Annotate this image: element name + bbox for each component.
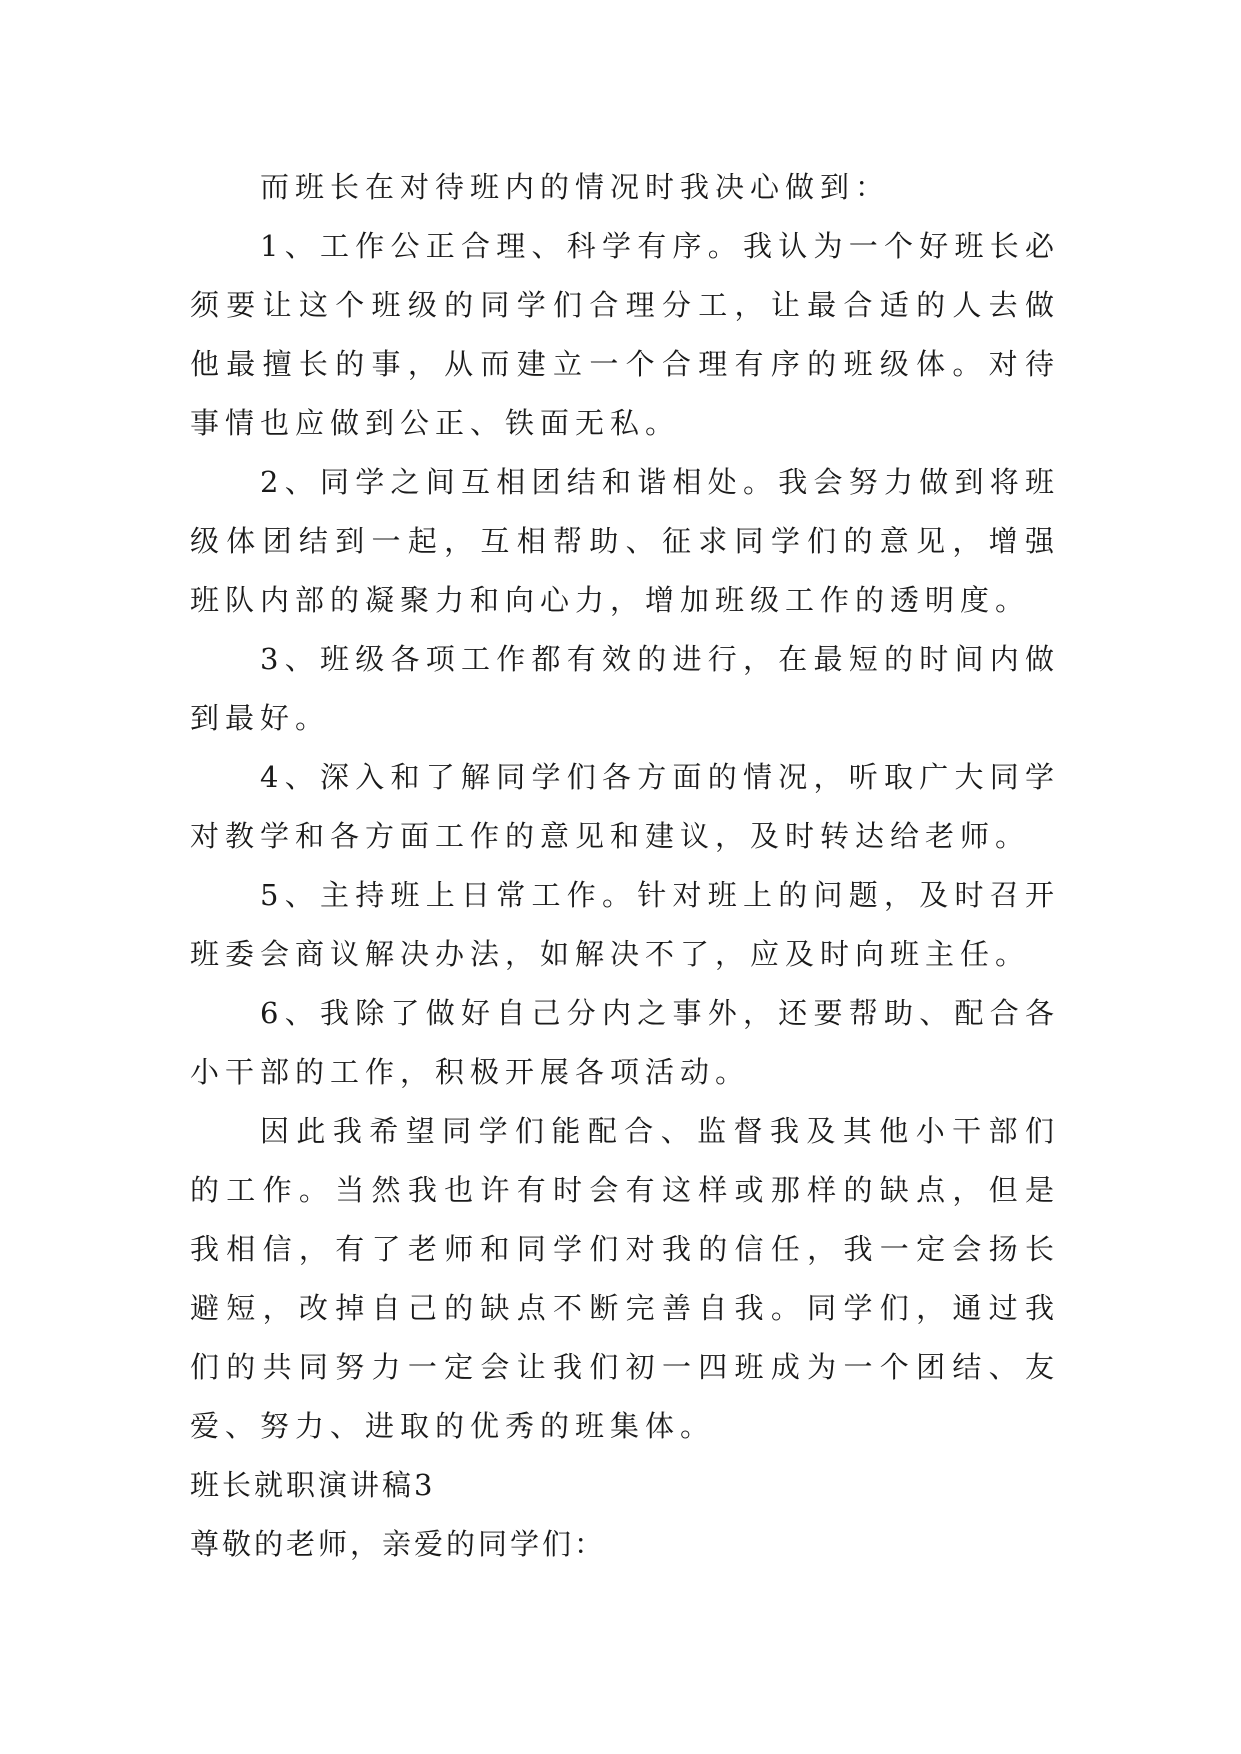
paragraph-intro: 而班长在对待班内的情况时我决心做到： [260, 170, 891, 204]
paragraph-item-5: 5、主持班上日常工作。针对班上的问题，及时召开班委会商议解决办法，如解决不了，应及时向班主任。 [190, 878, 1060, 971]
paragraph-item-2: 2、同学之间互相团结和谐相处。我会努力做到将班级体团结到一起，互相帮助、征求同学们的意见，增强班队内部的凝聚力和向心力，增加班级工作的透明度。 [190, 465, 1060, 617]
paragraph-item-1: 1、工作公正合理、科学有序。我认为一个好班长必须要让这个班级的同学们合理分工，让最合适的人去做他最擅长的事，从而建立一个合理有序的班级体。对待事情也应做到公正、铁面无私。 [190, 229, 1060, 440]
document-body [190, 158, 1060, 1574]
paragraph-item-6: 6、我除了做好自己分内之事外，还要帮助、配合各小干部的工作，积极开展各项活动。 [190, 996, 1060, 1089]
paragraph-conclusion: 因此我希望同学们能配合、监督我及其他小干部们的工作。当然我也许有时会有这样或那样的缺点，但是我相信，有了老师和同学们对我的信任，我一定会扬长避短，改掉自己的缺点不断完善自我。同学们，通过我们的共同努力一定会让我们初一四班成为一个团结、友爱、努力、进取的优秀的班集体。 [190, 1114, 1060, 1443]
paragraph-item-3: 3、班级各项工作都有效的进行，在最短的时间内做到最好。 [190, 642, 1060, 735]
paragraph-item-4: 4、深入和了解同学们各方面的情况，听取广大同学对教学和各方面工作的意见和建议，及时转达给老师。 [190, 760, 1060, 853]
salutation: 尊敬的老师，亲爱的同学们： [190, 1527, 607, 1561]
section-heading: 班长就职演讲稿3 [190, 1468, 436, 1502]
